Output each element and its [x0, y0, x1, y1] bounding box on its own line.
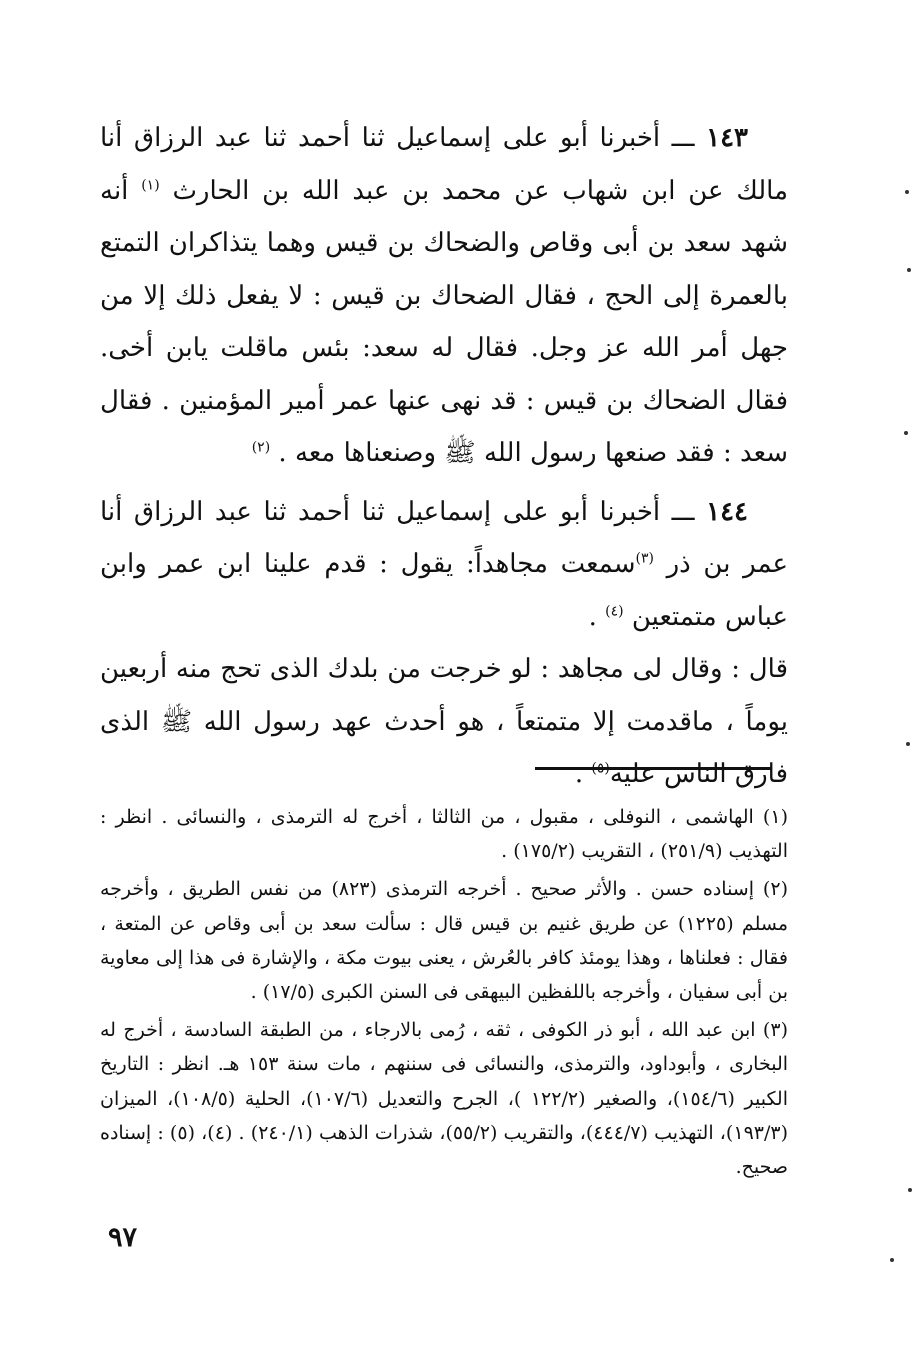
footnote-marker: (٤) [605, 602, 624, 619]
hadith-text: ـــ أخبرنا أبو على إسماعيل ثنا أحمد ثنا عبد الرزاق أنا مالك عن ابن شهاب عن محمد بن عبد الله بن الحارث [100, 123, 789, 206]
margin-dot [906, 742, 910, 746]
footnote-3: (٣) ابن عبد الله ، أبو ذر الكوفى ، ثقه ، رُمى بالارجاء ، من الطبقة السادسة ، أخرج له البخارى ، وأبوداود، والترمذى، والنسائى فى سننهم ، مات سنة ١٥٣ هـ. انظر : التاريخ الكبير (١٥٤/٦)، والصغير (١٢٢/٢ )، الجرح والتعديل (١٠٧/٦)، الحلية (١٠٨/٥)، الميزان (١٩٣/٣)، التهذيب (٤٤٤/٧)، والتقريب (٥٥/٢)، شذرات الذهب (٢٤٠/١) . (٤)، (٥) : إسناده صحيح. [100, 1019, 789, 1179]
hadith-number: ١٤٤ [706, 496, 749, 527]
footnote-marker: (٥) [591, 760, 610, 777]
page-number: ٩٧ [108, 1222, 138, 1253]
footnote-marker: (١) [141, 176, 160, 193]
footnote-marker: (٣) [635, 550, 654, 567]
hadith-text: ـــ أخبرنا أبو على إسماعيل ثنا أحمد ثنا عبد الرزاق أنا عمر بن ذر [100, 496, 788, 579]
qal-paragraph [100, 643, 788, 801]
footnote-2: (٢) إسناده حسن . والأثر صحيح . أخرجه الترمذى (٨٢٣) من نفس الطريق ، وأخرجه مسلم (١٢٢٥) عن طريق غنيم بن قيس قال : سألت سعد بن أبى وقاص عن المتعة ، فقال : فعلناها ، وهذا يومئذ كافر بالعُرش ، يعنى بيوت مكة ، والإشارة فى هذا إلى معاوية بن أبى سفيان ، وأخرجه باللفظين البيهقى فى السنن الكبرى (١٧/٥) . [100, 878, 788, 1004]
footnote-separator [535, 767, 771, 770]
hadith-text: سمعت مجاهداً: يقول : قدم علينا ابن عمر وابن عباس متمتعين [100, 549, 788, 632]
footnote-marker: (٢) [251, 439, 271, 456]
footnote-1: (١) الهاشمى ، النوفلى ، مقبول ، من الثالثا ، أخرج له الترمذى ، والنسائى . انظر : التهذيب (٢٥١/٩) ، التقريب (١٧٥/٢) . [100, 806, 788, 863]
hadith-number: ١٤٣ [706, 123, 749, 153]
footnotes [100, 800, 788, 1184]
margin-dot [890, 1258, 894, 1262]
margin-dot [907, 268, 911, 272]
paragraph-text: . [574, 759, 592, 789]
margin-dot [904, 431, 908, 435]
main-text [100, 112, 788, 801]
paragraph-text: قال : وقال لى مجاهد : لو خرجت من بلدك الذى تحج منه أربعين يوماً ، ماقدمت إلا متمتعاً ، هو أحدث عهد رسول الله ﷺ الذى فارق الناس عليه [100, 654, 788, 789]
hadith-143 [100, 112, 788, 480]
hadith-text: . [588, 601, 606, 632]
hadith-144 [100, 486, 788, 644]
hadith-text: أنه شهد سعد بن أبى وقاص والضحاك بن قيس وهما يتذاكران التمتع بالعمرة إلى الحج ، فقال الضحاك بن قيس : لا يفعل ذلك إلا من جهل أمر الله عز وجل. فقال له سعد: بئس ماقلت يابن أخى. فقال الضحاك بن قيس : قد نهى عنها عمر أمير المؤمنين . فقال سعد : فقد صنعها رسول الله ﷺ وصنعناها معه . [100, 175, 788, 468]
margin-dot [908, 1188, 912, 1192]
margin-dot [905, 190, 909, 194]
